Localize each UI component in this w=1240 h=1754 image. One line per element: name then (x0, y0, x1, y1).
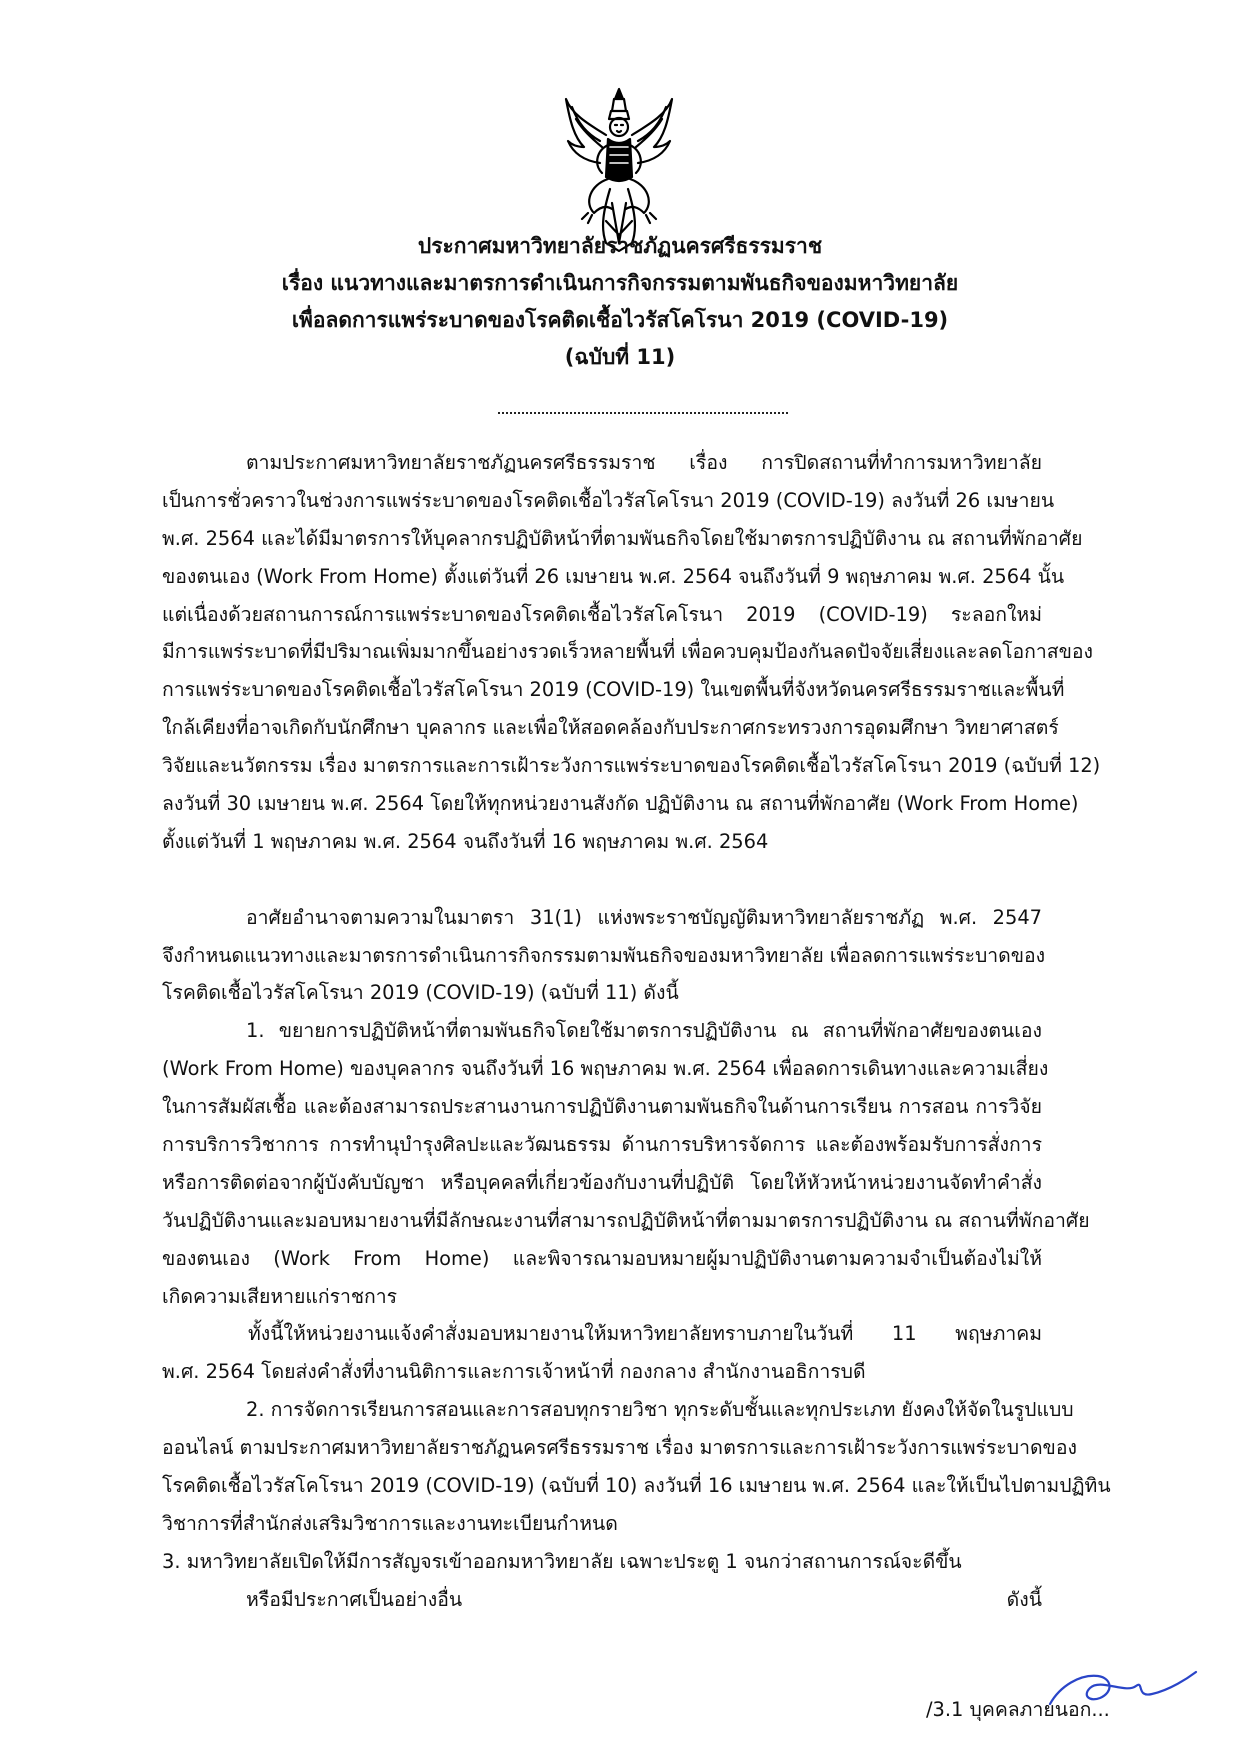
body-line (162, 747, 1142, 785)
body-line (162, 937, 1142, 975)
body-line (162, 482, 1142, 520)
announcement-body (162, 444, 1142, 1619)
body-line-text: เป็นการชั่วคราวในช่วงการแพร่ระบาดของโรคติดเชื้อไวรัสโคโรนา 2019 (COVID-19) ลงวันที่ 26 เมษายน (162, 488, 1055, 512)
body-line (162, 1315, 1142, 1353)
body-line (162, 1126, 1142, 1164)
body-line (162, 1202, 1142, 1240)
body-line (162, 1088, 1142, 1126)
announcement-issue-number: (ฉบับที่ 11) (564, 345, 676, 369)
body-line-text: โรคติดเชื้อไวรัสโคโรนา 2019 (COVID-19) (ฉบับที่ 10) ลงวันที่ 16 เมษายน พ.ศ. 2564 และให้เป็นไปตามปฏิทิน (162, 1474, 1111, 1498)
page-continuation-note: /3.1 บุคคลภายนอก... (926, 1698, 1110, 1721)
body-line (162, 974, 1142, 1012)
body-line-text: ใกล้เคียงที่อาจเกิดกับนักศึกษา บุคลากร และเพื่อให้สอดคล้องกับประกาศกระทรวงการอุดมศึกษา วิทยาศาสตร์ (162, 716, 1059, 740)
body-line (162, 1353, 1142, 1391)
body-line-text: 2. การจัดการเรียนการสอนและการสอบทุกรายวิชา ทุกระดับชั้นและทุกประเภท ยังคงให้จัดในรูปแบบ (246, 1398, 1074, 1422)
body-line-text: ของตนเอง (Work From Home) และพิจารณามอบหมายผู้มาปฏิบัติงานตามความจำเป็นต้องไม่ให้ (162, 1246, 1042, 1270)
body-line-text: ในการสัมผัสเชื้อ และต้องสามารถประสานงานการปฏิบัติงานตามพันธกิจในด้านการเรียน การสอน การวิจัย (162, 1095, 1042, 1119)
body-line-text: 1. ขยายการปฏิบัติหน้าที่ตามพันธกิจโดยใช้มาตรการปฏิบัติงาน ณ สถานที่พักอาศัยของตนเอง (246, 1019, 1042, 1043)
body-line-text: หรือการติดต่อจากผู้บังคับบัญชา หรือบุคคลที่เกี่ยวข้องกับงานที่ปฏิบัติ โดยให้หัวหน้าหน่วยงานจัดทำคำสั่ง (162, 1170, 1042, 1194)
body-line (162, 899, 1142, 937)
paragraph-gap (162, 861, 1142, 899)
announcement-subject: เรื่อง แนวทางและมาตรการดำเนินการกิจกรรมตามพันธกิจของมหาวิทยาลัย (281, 271, 959, 295)
body-line (162, 1391, 1142, 1429)
signature-icon (1040, 1664, 1200, 1714)
body-line-text: ตามประกาศมหาวิทยาลัยราชภัฏนครศรีธรรมราช เรื่อง การปิดสถานที่ทำการมหาวิทยาลัย (246, 451, 1042, 474)
body-line (162, 1581, 1142, 1619)
body-line-text: โรคติดเชื้อไวรัสโคโรนา 2019 (COVID-19) (ฉบับที่ 11) ดังนี้ (162, 981, 679, 1005)
body-line-text: จึงกำหนดแนวทางและมาตรการดำเนินการกิจกรรมตามพันธกิจของมหาวิทยาลัย เพื่อลดการแพร่ระบาดของ (162, 943, 1046, 967)
body-line (162, 596, 1142, 634)
body-line-text: วันปฏิบัติงานและมอบหมายงานที่มีลักษณะงานที่สามารถปฏิบัติหน้าที่ตามมาตรการปฏิบัติงาน ณ สถานที่พักอาศัย (162, 1208, 1090, 1232)
body-line (162, 558, 1142, 596)
body-line-text: 3. มหาวิทยาลัยเปิดให้มีการสัญจรเข้าออกมหาวิทยาลัย เฉพาะประตู 1 จนกว่าสถานการณ์จะดีขึ้น (162, 1549, 962, 1573)
separator-dots (498, 412, 788, 414)
body-line (162, 1429, 1142, 1467)
body-line (162, 633, 1142, 671)
body-line (162, 444, 1142, 482)
body-line-text: ออนไลน์ ตามประกาศมหาวิทยาลัยราชภัฏนครศรีธรรมราช เรื่อง มาตรการและการเฝ้าระวังการแพร่ระบาดของ (162, 1436, 1077, 1460)
body-line-text: พ.ศ. 2564 และได้มีมาตรการให้บุคลากรปฏิบัติหน้าที่ตามพันธกิจโดยใช้มาตรการปฏิบัติงาน ณ สถานที่พักอาศัย (162, 526, 1083, 550)
body-line-text: อาศัยอำนาจตามความในมาตรา 31(1) แห่งพระราชบัญญัติมหาวิทยาลัยราชภัฏ พ.ศ. 2547 (246, 905, 1042, 929)
announcement-subject-continued: เพื่อลดการแพร่ระบาดของโรคติดเชื้อไวรัสโคโรนา 2019 (COVID-19) (291, 308, 949, 332)
body-line (162, 520, 1142, 558)
body-line (162, 1543, 1142, 1581)
body-line-text: มีการแพร่ระบาดที่มีปริมาณเพิ่มมากขึ้นอย่างรวดเร็วหลายพื้นที่ เพื่อควบคุมป้องกันลดปัจจัยเสี่ยงและลดโอกาสของ (162, 640, 1094, 664)
body-line (162, 1505, 1142, 1543)
body-line (162, 1278, 1142, 1316)
body-line (162, 1050, 1142, 1088)
body-line (162, 823, 1142, 861)
body-line-text: วิจัยและนวัตกรรม เรื่อง มาตรการและการเฝ้าระวังการแพร่ระบาดของโรคติดเชื้อไวรัสโคโรนา 2019 (ฉบับที่ 12) (162, 754, 1101, 778)
body-line-text: ทั้งนี้ให้หน่วยงานแจ้งคำสั่งมอบหมายงานให้มหาวิทยาลัยทราบภายในวันที่ 11 พฤษภาคม (248, 1322, 1042, 1346)
body-line (162, 1240, 1142, 1278)
body-line (162, 785, 1142, 823)
body-line-text: เกิดความเสียหายแก่ราชการ (162, 1284, 398, 1308)
body-line (162, 671, 1142, 709)
body-line (162, 1467, 1142, 1505)
body-line-text: ลงวันที่ 30 เมษายน พ.ศ. 2564 โดยให้ทุกหน่วยงานสังกัด ปฏิบัติงาน ณ สถานที่พักอาศัย (Work From Home) (162, 792, 1079, 816)
body-line-text: ของตนเอง (Work From Home) ตั้งแต่วันที่ 26 เมษายน พ.ศ. 2564 จนถึงวันที่ 9 พฤษภาคม พ.ศ. 2564 นั้น (162, 564, 1065, 588)
body-line-text: การแพร่ระบาดของโรคติดเชื้อไวรัสโคโรนา 2019 (COVID-19) ในเขตพื้นที่จังหวัดนครศรีธรรมราชและพื้นที่ (162, 678, 1065, 702)
body-line (162, 1012, 1142, 1050)
announcement-title: ประกาศมหาวิทยาลัยราชภัฏนครศรีธรรมราช (417, 234, 823, 258)
body-line-text: พ.ศ. 2564 โดยส่งคำสั่งที่งานนิติการและการเจ้าหน้าที่ กองกลาง สำนักงานอธิการบดี (162, 1360, 866, 1384)
body-line-text: (Work From Home) ของบุคลากร จนถึงวันที่ 16 พฤษภาคม พ.ศ. 2564 เพื่อลดการเดินทางและความเสี่ยง (162, 1057, 1049, 1081)
body-line-text: วิชาการที่สำนักส่งเสริมวิชาการและงานทะเบียนกำหนด (162, 1511, 618, 1535)
body-line (162, 1164, 1142, 1202)
body-line-text: ตั้งแต่วันที่ 1 พฤษภาคม พ.ศ. 2564 จนถึงวันที่ 16 พฤษภาคม พ.ศ. 2564 (162, 829, 769, 853)
body-line (162, 709, 1142, 747)
body-line-text: แต่เนื่องด้วยสถานการณ์การแพร่ระบาดของโรคติดเชื้อไวรัสโคโรนา 2019 (COVID-19) ระลอกใหม่ (162, 602, 1042, 626)
body-line-text: หรือมีประกาศเป็นอย่างอื่น ดังนี้ (246, 1587, 1042, 1611)
body-line-text: การบริการวิชาการ การทำนุบำรุงศิลปะและวัฒนธรรม ด้านการบริหารจัดการ และต้องพร้อมรับการสั่งการ (162, 1133, 1042, 1157)
announcement-heading (150, 228, 1090, 376)
